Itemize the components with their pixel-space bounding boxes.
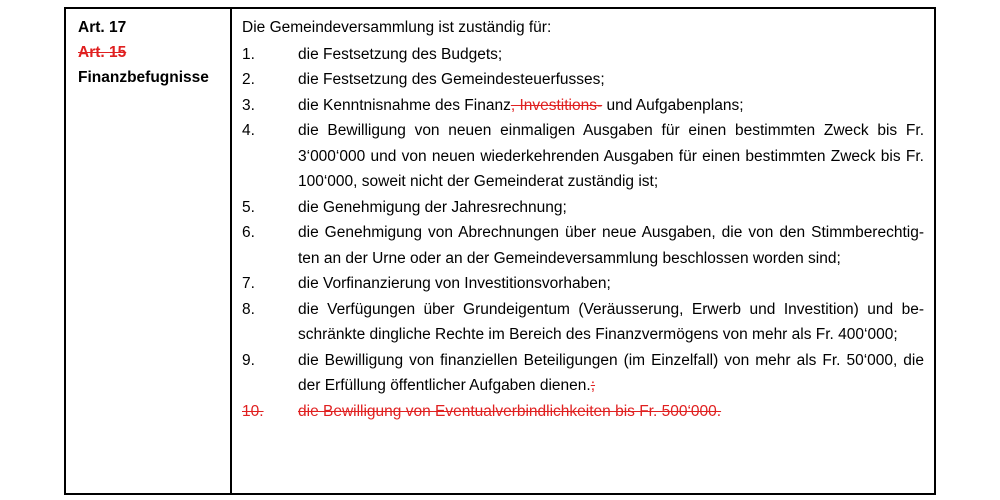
item-number: 8. <box>242 300 255 318</box>
item-number: 6. <box>242 224 255 241</box>
item-number: 3. <box>242 96 255 114</box>
item-number: 5. <box>242 198 255 216</box>
item-number: 2. <box>242 71 255 88</box>
article-heading: Finanzbefugnisse <box>78 69 209 86</box>
list-item <box>242 220 924 271</box>
list-item <box>242 67 924 93</box>
list-item <box>242 93 924 119</box>
item-text: die Genehmigung von Abrechnungen über neue Ausgaben, die von den Stimmberechtig-ten an der Urne oder an der Gemeindeversammlung beschlossen worden sind; <box>298 224 924 267</box>
item-number: 7. <box>242 275 255 292</box>
content-column <box>242 15 924 424</box>
intro-text: Die Gemeindeversammlung ist zuständig für: <box>242 19 552 36</box>
deleted-list-item <box>242 399 924 425</box>
item-text: die Festsetzung des Gemeindesteuerfusses; <box>298 71 605 88</box>
item-text: die Genehmigung der Jahresrechnung; <box>298 198 567 216</box>
column-divider <box>230 9 232 493</box>
item-number: 4. <box>242 122 255 139</box>
item-text: die Festsetzung des Budgets; <box>298 45 503 63</box>
list-item <box>242 297 924 348</box>
item-text: die Bewilligung von Eventualverbindlichkeiten bis Fr. 500‘000. <box>298 402 722 420</box>
list-item <box>242 195 924 221</box>
article-number: Art. 17 <box>78 19 127 36</box>
deleted-text: , Investitions- <box>510 96 603 114</box>
list-item <box>242 271 924 297</box>
item-text: die Verfügungen über Grundeigentum (Veräusserung, Erwerb und Investition) und be-schränkte dingliche Rechte im Bereich des Finanzvermögens von mehr als Fr. 400‘000; <box>298 300 924 343</box>
item-text: die Bewilligung von neuen einmaligen Ausgaben für einen bestimmten Zweck bis Fr. 3‘000‘000 und von neuen wiederkehrenden Ausgaben für einen bestimmten Zweck bis Fr. 100‘000, soweit nicht der Gemeinderat zuständig ist; <box>298 122 924 190</box>
list-item <box>242 118 924 195</box>
item-number: 10. <box>242 402 264 420</box>
list-item <box>242 42 924 68</box>
item-number: 1. <box>242 45 255 63</box>
article-column <box>78 15 228 90</box>
list-item <box>242 348 924 399</box>
item-text: die Vorfinanzierung von Investitionsvorhaben; <box>298 275 611 292</box>
item-text: die Bewilligung von finanziellen Beteiligungen (im Einzelfall) von mehr als Fr. 50‘000, die der Erfüllung öffentlicher Aufgaben dienen.; <box>298 351 924 394</box>
old-article-number: Art. 15 <box>78 44 127 61</box>
deleted-text: ; <box>590 377 596 394</box>
item-text: die Kenntnisnahme des Finanz, Investitions- und Aufgabenplans; <box>298 96 744 114</box>
item-number: 9. <box>242 351 255 369</box>
legal-table <box>64 7 936 495</box>
